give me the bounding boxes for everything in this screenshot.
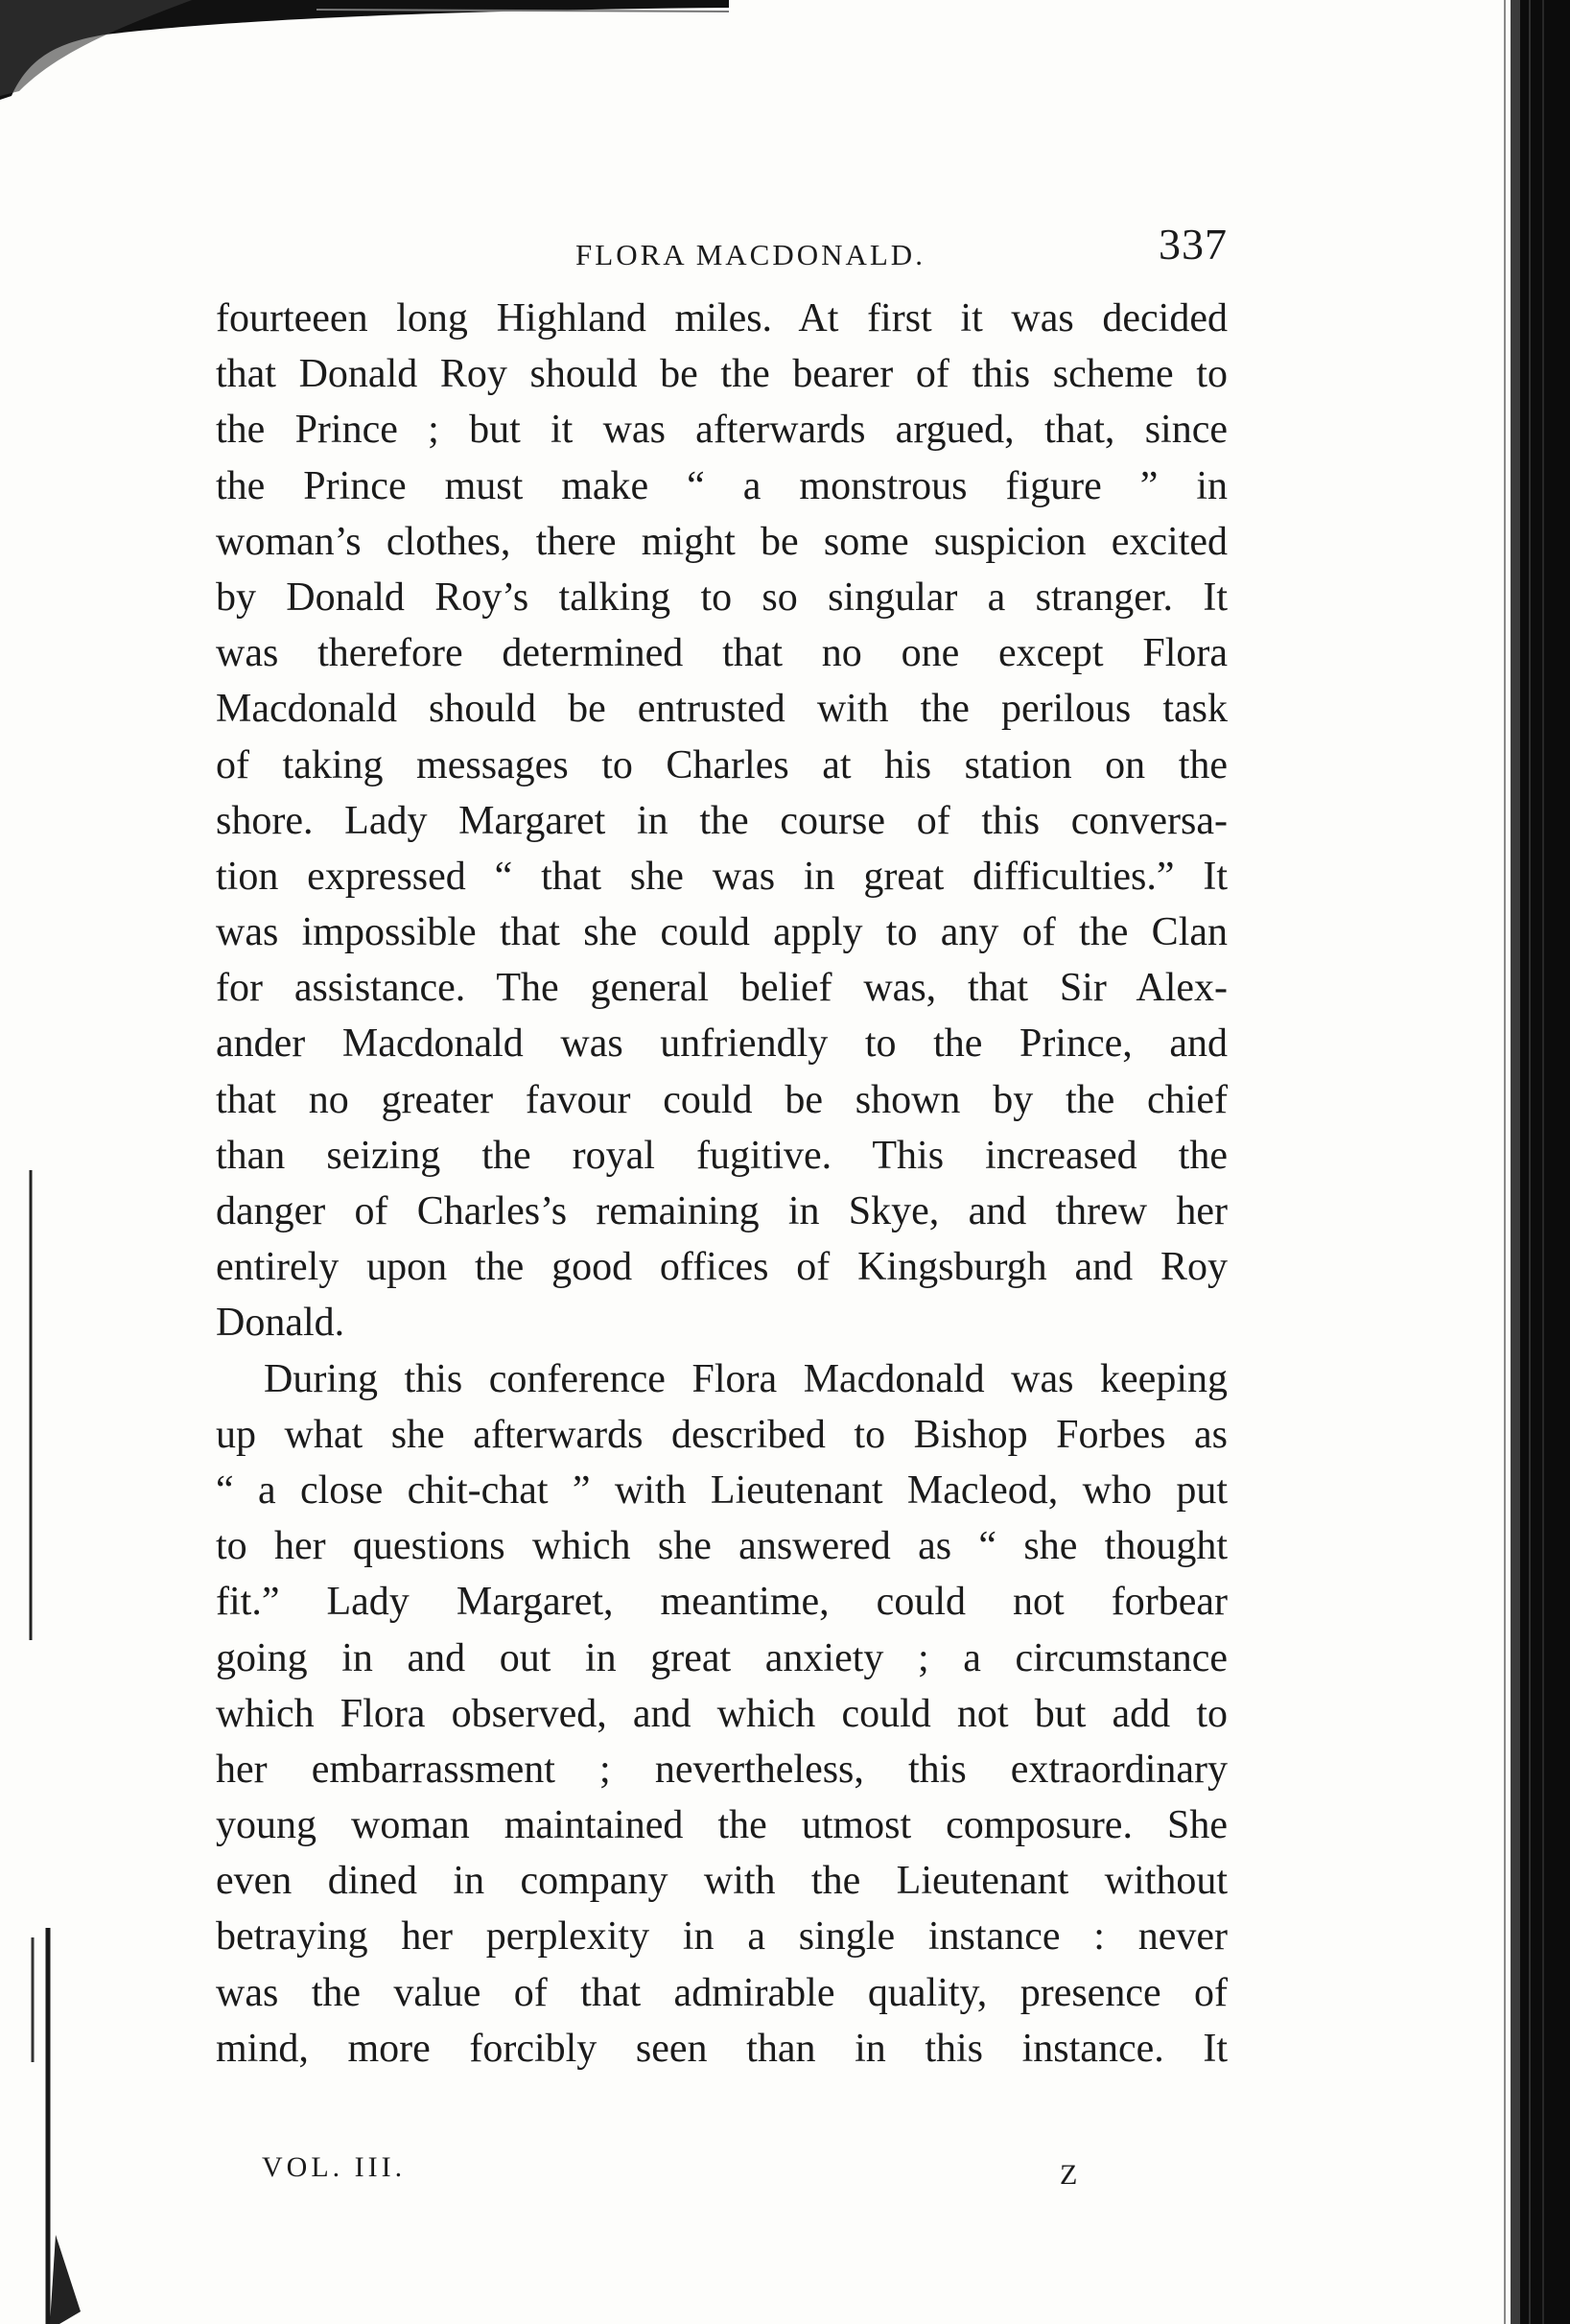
text-line: Donald. xyxy=(216,1301,345,1346)
text-line: to her questions which she answered as “ she thought xyxy=(216,1524,1228,1569)
page-footer xyxy=(216,2151,1228,2199)
running-title: FLORA MACDONALD. xyxy=(575,238,926,271)
binding-spine xyxy=(1484,0,1570,2324)
text-line: for assistance. The general belief was, that Sir Alex- xyxy=(216,966,1228,1011)
text-line: mind, more forcibly seen than in this instance. It xyxy=(216,2026,1228,2071)
text-line: During this conference Flora Macdonald was keeping xyxy=(264,1356,1228,1401)
text-line: going in and out in great anxiety ; a circumstance xyxy=(216,1635,1228,1680)
text-line: shore. Lady Margaret in the course of this conversa- xyxy=(216,798,1228,843)
text-line: “ a close chit-chat ” with Lieutenant Macleod, who put xyxy=(216,1467,1228,1513)
text-line: that no greater favour could be shown by the chief xyxy=(216,1077,1228,1122)
margin-scan-marks xyxy=(0,1103,115,2324)
text-line: betraying her perplexity in a single instance : never xyxy=(216,1914,1228,1960)
gathering-signature: Z xyxy=(1060,2159,1078,2191)
text-line: was impossible that she could apply to any of the Clan xyxy=(216,910,1228,955)
text-line: even dined in company with the Lieutenant without xyxy=(216,1859,1228,1904)
text-line: by Donald Roy’s talking to so singular a stranger. It xyxy=(216,575,1228,620)
text-line: the Prince ; but it was afterwards argued, that, since xyxy=(216,408,1228,453)
text-line: Macdonald should be entrusted with the perilous task xyxy=(216,687,1228,732)
text-line: young woman maintained the utmost composure. She xyxy=(216,1803,1228,1848)
text-line: danger of Charles’s remaining in Skye, and threw her xyxy=(216,1189,1228,1233)
text-line: tion expressed “ that she was in great difficulties.” It xyxy=(216,854,1228,899)
text-line: entirely upon the good offices of Kingsburgh and Roy xyxy=(216,1245,1228,1290)
text-line: was the value of that admirable quality, presence of xyxy=(216,1970,1228,2015)
text-line: the Prince must make “ a monstrous figure ” in xyxy=(216,463,1228,508)
text-line: than seizing the royal fugitive. This increased the xyxy=(216,1133,1228,1178)
volume-signature: VOL. III. xyxy=(262,2151,407,2183)
running-head xyxy=(216,219,1228,286)
text-line: which Flora observed, and which could not but add to xyxy=(216,1691,1228,1736)
paragraph xyxy=(216,1351,1228,2077)
body-text xyxy=(216,291,1228,2077)
text-line: her embarrassment ; nevertheless, this extraordinary xyxy=(216,1747,1228,1792)
text-line: fourteeen long Highland miles. At first it was decided xyxy=(216,296,1228,340)
page-number: 337 xyxy=(1159,220,1228,269)
text-line: fit.” Lady Margaret, meantime, could not forbear xyxy=(216,1580,1228,1625)
text-line: of taking messages to Charles at his station on the xyxy=(216,742,1228,787)
text-line: that Donald Roy should be the bearer of this scheme to xyxy=(216,352,1228,397)
text-line: was therefore determined that no one except Flora xyxy=(216,631,1228,676)
text-line: ander Macdonald was unfriendly to the Prince, and xyxy=(216,1021,1228,1067)
scan-edge-shadow xyxy=(0,0,729,106)
paragraph xyxy=(216,291,1228,1351)
text-line: woman’s clothes, there might be some suspicion excited xyxy=(216,519,1228,564)
text-line: up what she afterwards described to Bishop Forbes as xyxy=(216,1412,1228,1457)
